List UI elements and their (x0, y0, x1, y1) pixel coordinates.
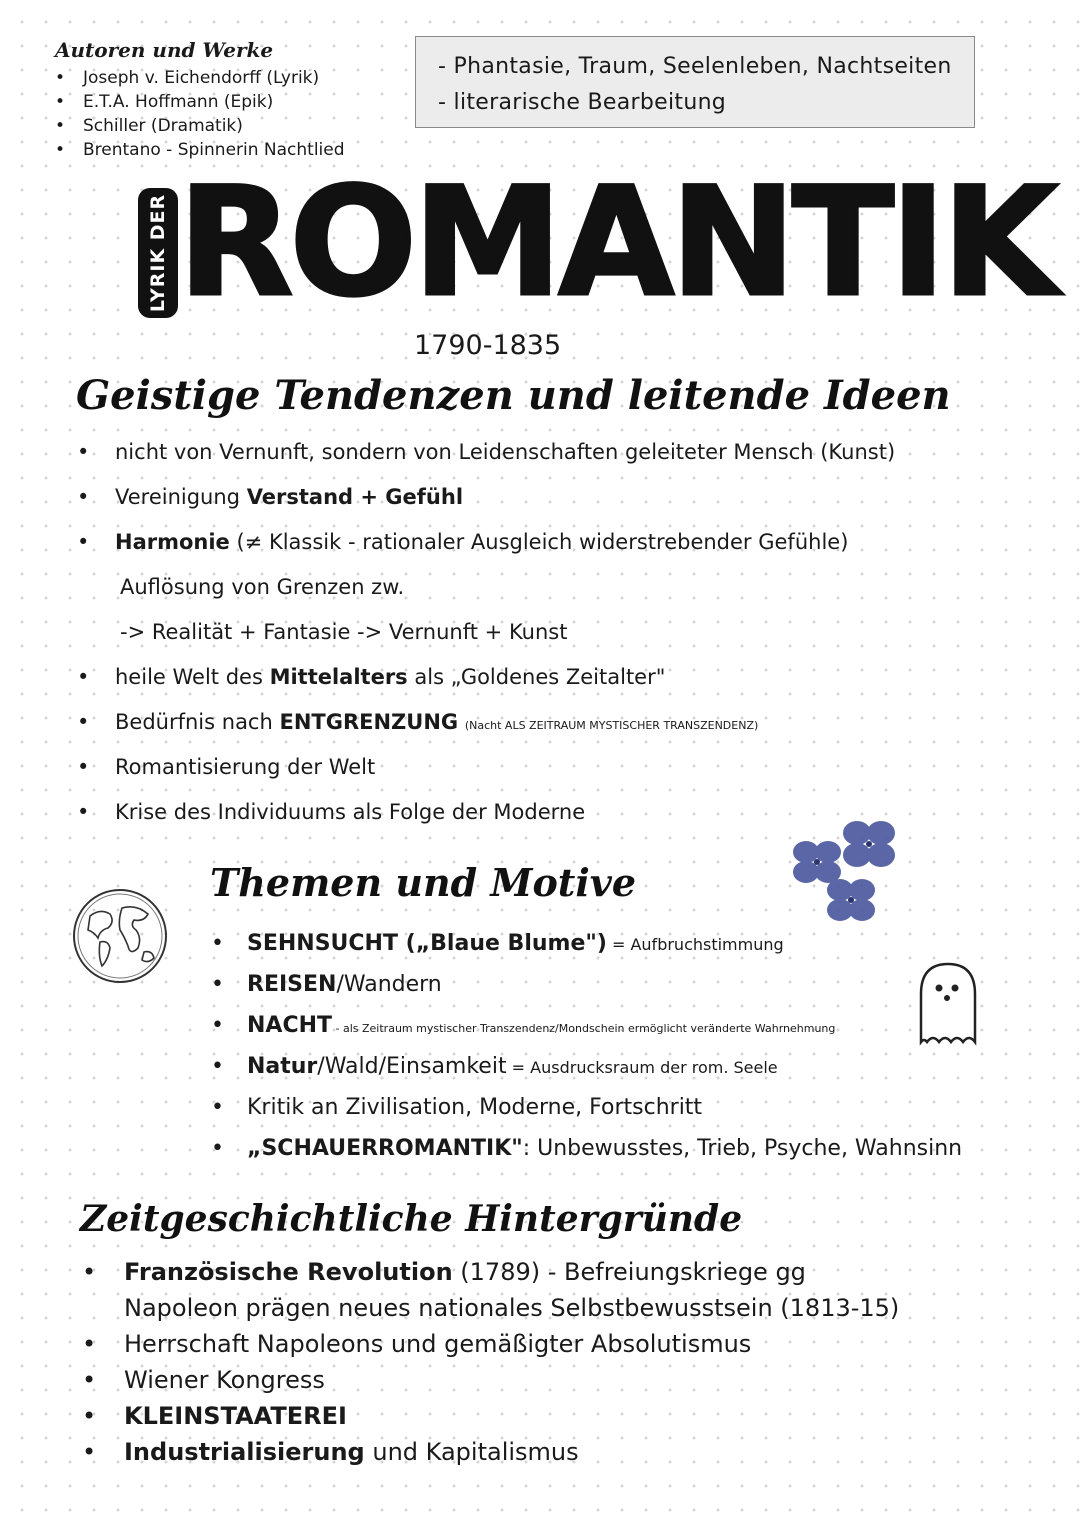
title-side-text: LYRIK DER (147, 193, 170, 313)
globe-icon (70, 886, 170, 986)
list-item (115, 567, 895, 612)
list-item (247, 1130, 962, 1171)
list-item (115, 522, 895, 567)
list-item (115, 612, 895, 657)
list-item (124, 1434, 899, 1470)
authors-list (55, 66, 345, 162)
item-note: (Nacht ALS ZEITRAUM MYSTISCHER TRANSZENDENZ) (464, 719, 759, 732)
summary-line-2: - literarische Bearbeitung (438, 90, 727, 115)
list-item (124, 1362, 899, 1398)
item-emphasis: Harmonie (115, 530, 230, 554)
item-note: - als Zeitraum mystischer Transzendenz/Mondschein ermöglicht veränderte Wahrnehmung (332, 1022, 836, 1035)
section-heading-themes: Themen und Motive (210, 860, 637, 905)
item-text: (≠ Klassik - rationaler Ausgleich widerstrebender Gefühle) (229, 530, 849, 554)
item-text: nicht von Vernunft, sondern von Leidenschaften geleiteter Mensch (Kunst) (115, 440, 896, 464)
item-emphasis: („Blaue Blume") (397, 931, 607, 956)
item-emphasis: NACHT (247, 1013, 333, 1038)
item-emphasis: Verstand + Gefühl (246, 485, 464, 509)
item-text: /Wandern (336, 972, 442, 997)
item-text: Krise des Individuums als Folge der Moderne (115, 800, 586, 824)
item-emphasis: Industrialisierung (124, 1438, 365, 1466)
list-item (115, 477, 895, 522)
list-item (115, 747, 895, 792)
list-item (247, 1089, 962, 1130)
item-emphasis: „SCHAUERROMANTIK" (247, 1136, 523, 1161)
item-text: Romantisierung der Welt (115, 755, 376, 779)
title-years: 1790-1835 (414, 330, 562, 361)
list-item (124, 1398, 899, 1434)
item-emphasis: SEHNSUCHT (247, 931, 398, 956)
authors-heading: Autoren und Werke (55, 38, 274, 62)
item-note: = Ausdrucksraum der rom. Seele (506, 1058, 778, 1077)
list-item (247, 1048, 962, 1089)
item-text: heile Welt des (115, 665, 270, 689)
flower-icon (785, 812, 905, 932)
item-emphasis: Mittelalters (269, 665, 408, 689)
authors-block (55, 38, 345, 162)
list-item (124, 1254, 899, 1290)
themes-list (247, 925, 962, 1171)
item-text: Kritik an Zivilisation, Moderne, Fortschritt (247, 1095, 703, 1120)
item-note: = Aufbruchstimmung (606, 935, 784, 954)
item-emphasis: ENTGRENZUNG (279, 710, 459, 734)
author-item: • Joseph v. Eichendorff (Lyrik) (55, 66, 345, 90)
item-text: als „Goldenes Zeitalter" (407, 665, 666, 689)
item-text: : Unbewusstes, Trieb, Psyche, Wahnsinn (522, 1136, 963, 1161)
section-heading-ideas: Geistige Tendenzen und leitende Ideen (76, 372, 951, 419)
summary-line-1: - Phantasie, Traum, Seelenleben, Nachtseiten (438, 54, 952, 79)
item-text: Vereinigung (115, 485, 247, 509)
item-emphasis: Französische Revolution (124, 1258, 453, 1286)
item-text: Bedürfnis nach (115, 710, 280, 734)
item-text: Wiener Kongress (124, 1366, 325, 1394)
list-item (124, 1326, 899, 1362)
list-item (247, 1007, 962, 1048)
author-item: • Brentano - Spinnerin Nachtlied (55, 138, 345, 162)
list-item (115, 657, 895, 702)
author-item: • Schiller (Dramatik) (55, 114, 345, 138)
history-list (124, 1254, 899, 1470)
page-title: ROMANTIK (178, 156, 1055, 330)
item-text: /Wald/Einsamkeit (317, 1054, 507, 1079)
item-text: Napoleon prägen neues nationales Selbstbewusstsein (1813-15) (124, 1294, 900, 1322)
item-emphasis: KLEINSTAATEREI (124, 1402, 347, 1430)
section-heading-history: Zeitgeschichtliche Hintergründe (80, 1198, 743, 1240)
list-item (115, 702, 895, 747)
item-emphasis: Natur (247, 1054, 318, 1079)
summary-box (415, 36, 975, 128)
item-text: (1789) - Befreiungskriege gg (452, 1258, 806, 1286)
list-item (124, 1290, 899, 1326)
ideas-list (115, 432, 895, 837)
item-text: Herrschaft Napoleons und gemäßigter Absolutismus (124, 1330, 752, 1358)
list-item (115, 792, 895, 837)
item-text: -> Realität + Fantasie -> Vernunft + Kunst (120, 620, 568, 644)
list-item (247, 925, 962, 966)
title-side-label (138, 188, 178, 318)
author-item: • E.T.A. Hoffmann (Epik) (55, 90, 345, 114)
list-item (247, 966, 962, 1007)
list-item (115, 432, 895, 477)
item-text: Auflösung von Grenzen zw. (120, 575, 405, 599)
item-text: und Kapitalismus (364, 1438, 579, 1466)
item-emphasis: REISEN (247, 972, 337, 997)
